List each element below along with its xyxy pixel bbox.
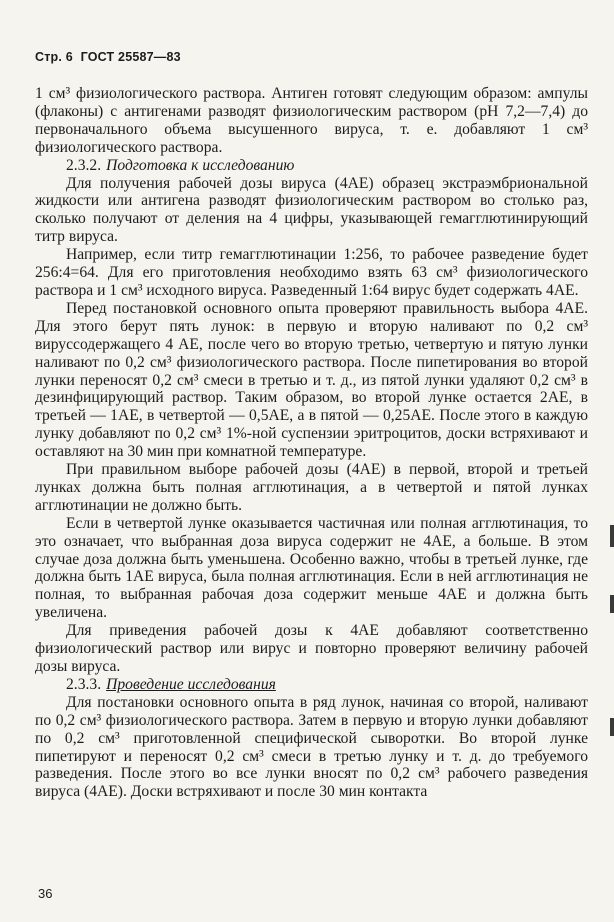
scan-edge-mark: [610, 718, 614, 736]
paragraph: Например, если титр гемагглютинации 1:256, то рабочее разведение будет 256:4=64. Для его приготовления необходимо взять 63 см³ физиологического раствора и 1 см³ исходного вируса. Разведенный 1:64 вирус будет содержать 4АЕ.: [35, 246, 588, 299]
section-heading: [35, 676, 588, 694]
standard-number: ГОСТ 25587—83: [80, 50, 181, 64]
paragraph: Для получения рабочей дозы вируса (4АЕ) образец экстраэмбриональной жидкости или антигена разводят физиологическим раствором во столько раз, сколько получают от деления на 4 цифры, указывающей гемагглютинирующий титр вируса.: [35, 174, 588, 246]
scan-edge-mark: [610, 525, 614, 547]
paragraph: Для приведения рабочей дозы к 4АЕ добавляют соответственно физиологический раствор или вирус и повторно проверяют величину рабочей дозы вируса.: [35, 622, 588, 675]
paragraph: Перед постановкой основного опыта проверяют правильность выбора 4АЕ. Для этого берут пять лунок: в первую и вторую наливают по 0,2 см³ вируссодержащего 4 АЕ, после чего во вторую третью, четвертую и пятую лунки наливают по 0,2 см³ физиологического раствора. После пипетирования во второй лунки переносят 0,2 см³ смеси в третью и т. д., из пятой лунки удаляют 0,2 см³ в дезинфицирующий раствор. Таким образом, во второй лунке остается 2АЕ, в третьей — 1АЕ, в четвертой — 0,5АЕ, а в пятой — 0,25АЕ. После этого в каждую лунку добавляют по 0,2 см³ 1%-ной суспензии эритроцитов, доски встряхивают и оставляют на 30 мин при комнатной температуре.: [35, 299, 588, 461]
page-label: Стр. 6: [35, 50, 73, 64]
page-number: 36: [38, 886, 53, 901]
section-heading: [35, 157, 588, 175]
scan-edge-mark: [610, 595, 614, 613]
section-title: Проведение исследования: [106, 675, 276, 693]
section-title: Подготовка к исследованию: [106, 156, 295, 174]
section-number: 2.3.3.: [66, 675, 102, 693]
body-text: [35, 85, 588, 801]
section-number: 2.3.2.: [66, 156, 102, 174]
page-header: [35, 50, 181, 64]
paragraph: 1 см³ физиологического раствора. Антиген готовят следующим образом: ампулы (флаконы) с антигенами разводят физиологическим раствором (рН 7,2—7,4) до первоначального объема высушенного вируса, т. е. добавляют 1 см³ физиологического раствора.: [35, 85, 588, 156]
paragraph: Если в четвертой лунке оказывается частичная или полная агглютинация, то это означает, что выбранная доза вируса содержит не 4АЕ, а больше. В этом случае доза должна быть уменьшена. Особенно важно, чтобы в третьей лунке, где должна быть 1АЕ вируса, была полная агглютинация. Если в ней агглютинация не полная, то выбранная рабочая доза содержит меньше 4АЕ и должна быть увеличена.: [35, 514, 588, 622]
paragraph: При правильном выборе рабочей дозы (4АЕ) в первой, второй и третьей лунках должна быть полная агглютинация, а в четвертой и пятой лунках агглютинации не должно быть.: [35, 461, 588, 514]
paragraph: Для постановки основного опыта в ряд лунок, начиная со второй, наливают по 0,2 см³ физиологического раствора. Затем в первую и вторую лунки добавляют по 0,2 см³ приготовленной специфической сыворотки. Во второй лунке пипетируют и переносят 0,2 см³ смеси в третью лунку и т. д. до требуемого разведения. После этого во все лунки вносят по 0,2 см³ рабочего разведения вируса (4АЕ). Доски встряхивают и после 30 мин контакта: [35, 693, 588, 801]
